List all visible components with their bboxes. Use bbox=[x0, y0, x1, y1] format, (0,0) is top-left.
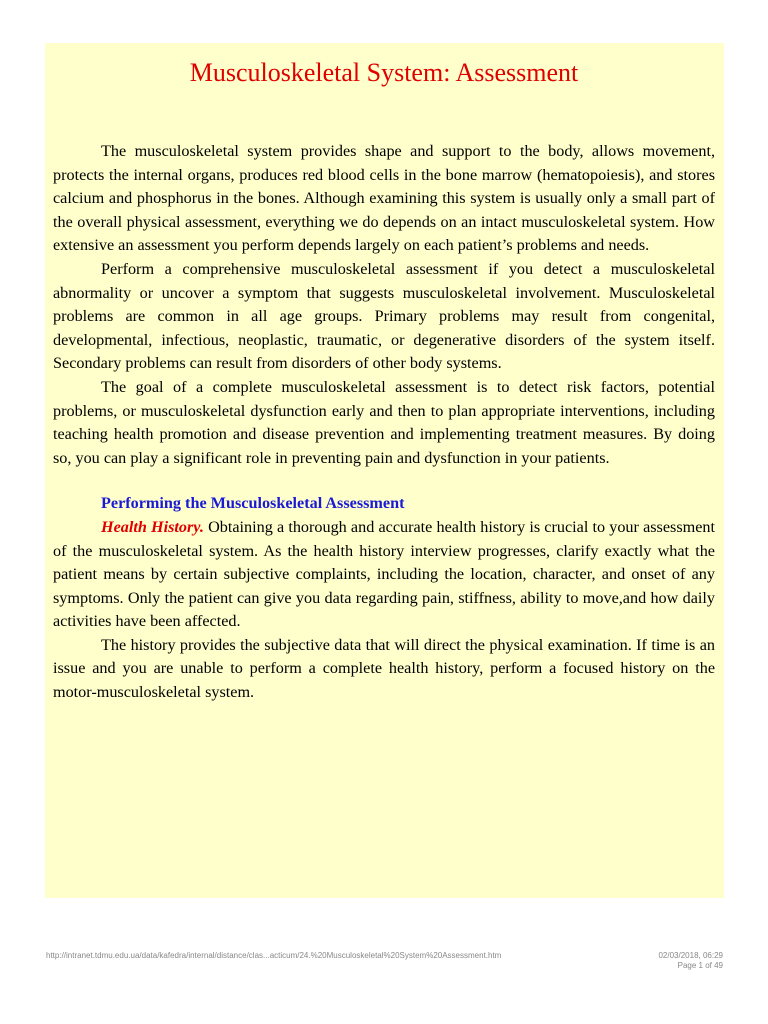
health-history-label: Health History. bbox=[101, 517, 204, 536]
assessment-goal-paragraph: The goal of a complete musculoskeletal assessment is to detect risk factors, potential problems, or musculoskeletal dysfunction early and then to plan appropriate interventions, including teaching health promotion and disease prevention and implementing treatment measures. By doing so, you can play a significant role in preventing pain and dysfunction in your patients. bbox=[53, 377, 715, 467]
section-heading: Performing the Musculoskeletal Assessment bbox=[101, 494, 405, 513]
footer-meta bbox=[658, 951, 723, 971]
intro-paragraph: The musculoskeletal system provides shape and support to the body, allows movement, protects the internal organs, produces red blood cells in the bone marrow (hematopoiesis), and stores calcium and phosphorus in the bones. Although examining this system is usually only a small part of the overall physical assessment, everything we do depends on an intact musculoskeletal system. How extensive an assessment you perform depends largely on each patient’s problems and needs. bbox=[53, 142, 715, 255]
footer-datetime: 02/03/2018, 06:29 bbox=[658, 951, 723, 960]
document-body bbox=[53, 140, 715, 705]
health-history-text: Obtaining a thorough and accurate health history is crucial to your assessment of the musculoskeletal system. As the health history interview progresses, clarify exactly what the patient means by certain subjective complaints, including the location, character, and onset of any symptoms. Only the patient can give you data regarding pain, stiffness, ability to move,and how daily activities have been affected. bbox=[53, 517, 715, 631]
health-history-paragraph bbox=[53, 516, 715, 634]
document-title: Musculoskeletal System: Assessment bbox=[189, 58, 579, 87]
footer-page-number: Page 1 of 49 bbox=[677, 961, 723, 970]
footer-url: http://intranet.tdmu.edu.ua/data/kafedra/internal/distance/clas...acticum/24.%20Musculoskeletal%20System%20Assessment.htm bbox=[46, 951, 502, 960]
history-closing-paragraph: The history provides the subjective data that will direct the physical examination. If time is an issue and you are unable to perform a complete health history, perform a focused history on the motor-musculoskeletal system. bbox=[53, 635, 715, 702]
comprehensive-assessment-paragraph: Perform a comprehensive musculoskeletal assessment if you detect a musculoskeletal abnormality or uncover a symptom that suggests musculoskeletal involvement. Musculoskeletal problems are common in all age groups. Primary problems may result from congenital, developmental, infectious, neoplastic, traumatic, or degenerative disorders of the system itself. Secondary problems can result from disorders of other body systems. bbox=[53, 259, 715, 373]
